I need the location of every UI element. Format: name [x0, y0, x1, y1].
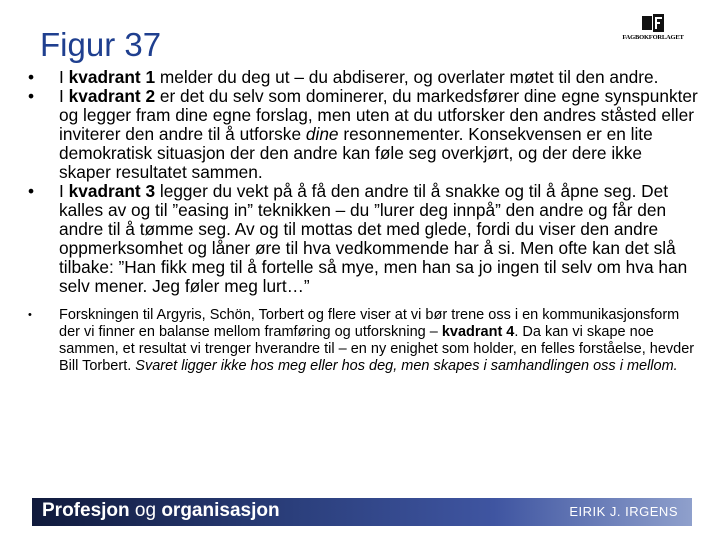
bullet-marker: • — [28, 309, 32, 321]
footer-bar — [32, 498, 692, 526]
bullet-emphasis: kvadrant 1 — [68, 67, 156, 87]
book-logo-icon — [642, 14, 664, 32]
bullet-item — [28, 68, 698, 87]
bullet-text: resonnementer. Konsekvensen er en lite demokratisk situasjon der den andre kan føle seg overkjørt, og der dere ikke skaper resultatet sammen. — [59, 124, 653, 182]
footer-course-title — [42, 500, 280, 522]
bullet-emphasis: kvadrant 3 — [68, 181, 156, 201]
footer-title-part3: organisasjon — [161, 500, 280, 521]
bullet-list — [28, 68, 698, 375]
bullet-italic-text: dine — [305, 124, 339, 144]
bullet-text: . Da kan vi skape noe sammen, et resultat vi trenger hverandre til – en ny enighet som holder, en felles forståelse, hevder Bill Torbert. — [59, 324, 695, 374]
footer-title-part2: og — [129, 500, 162, 521]
publisher-logo — [620, 14, 686, 46]
bullet-text: I — [59, 67, 69, 87]
bullet-italic-text: Svaret ligger ikke hos meg eller hos deg, men skapes i samhandlingen oss i mellom. — [135, 358, 678, 374]
logo-text: FAGBOKFORLAGET — [622, 34, 684, 41]
bullet-text: I — [59, 86, 69, 106]
bullet-emphasis: kvadrant 2 — [68, 86, 156, 106]
bullet-item — [28, 87, 698, 182]
bullet-marker: • — [28, 86, 35, 106]
bullet-emphasis: kvadrant 4 — [441, 324, 515, 340]
footer-author: EIRIK J. IRGENS — [569, 504, 678, 519]
bullet-text: Forskningen til Argyris, Schön, Torbert og flere viser at vi bør trene oss i en kommunikasjonsform der vi finner en balanse mellom framføring og utforskning – — [59, 307, 680, 340]
bullet-text: melder du deg ut – du abdiserer, og overlater møtet til den andre. — [155, 67, 659, 87]
bullet-text: legger du vekt på å få den andre til å snakke og til å åpne seg. Det kalles av og til ”easing in” teknikken – du ”lurer deg innpå” den andre og får den andre til å tømme seg. Av og til mottas det med glede, fordi du viser den andre oppmerksomhet og låner øre til hva vedkommende har å si. Men ofte kan det slå tilbake: ”Han fikk meg til å fortelle så mye, men han sa jo ingen til selv om hva han selv mener. Jeg føler meg lurt…” — [59, 181, 688, 296]
bullet-text: er det du selv som dominerer, du markedsfører dine egne synspunkter og legger fram dine egne forslag, men uten at du utforsker den andres ståsted eller inviterer den andre til å utforske — [59, 86, 698, 144]
bullet-text: I — [59, 181, 69, 201]
bullet-item — [28, 182, 698, 296]
bullet-marker: • — [28, 67, 35, 87]
bullet-marker: • — [28, 181, 35, 201]
slide-title: Figur 37 — [40, 26, 162, 63]
bullet-item — [28, 307, 698, 375]
footer-title-part1: Profesjon — [42, 500, 130, 521]
